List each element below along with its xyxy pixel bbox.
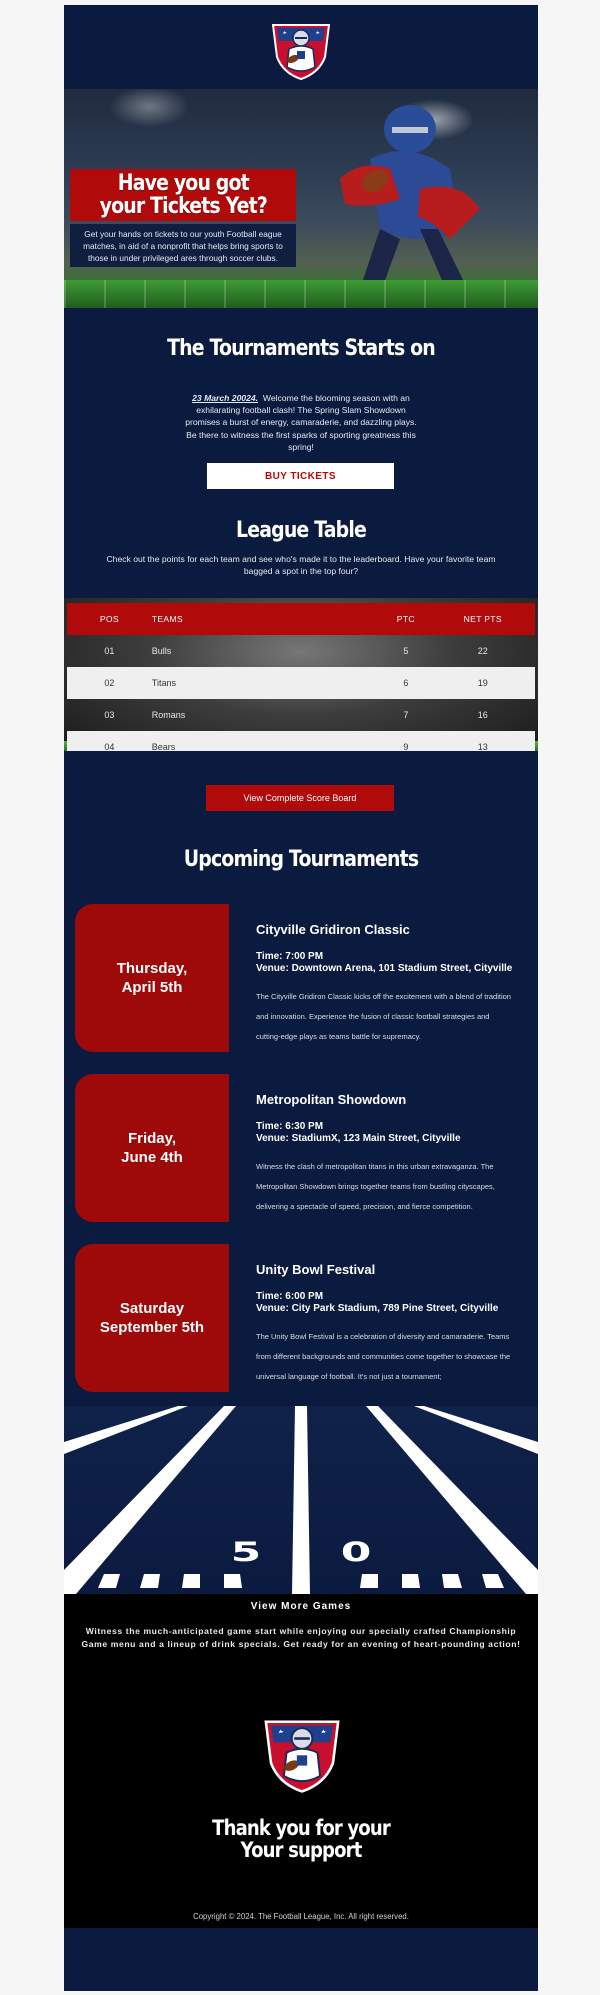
league-table xyxy=(67,603,535,751)
hero-banner xyxy=(64,89,538,308)
thank-you-line1: Thank you for your xyxy=(212,1816,390,1840)
event-time: Time: 7:00 PM xyxy=(256,951,324,962)
row-ptc: 5 xyxy=(403,646,409,656)
football-logo-icon xyxy=(260,1714,344,1794)
event-date: September 5th xyxy=(99,1319,205,1336)
row-ptc: 7 xyxy=(403,710,409,720)
event-date-card xyxy=(75,904,229,1052)
row-pos: 02 xyxy=(67,667,152,699)
header-ptc: PTC xyxy=(381,603,430,635)
email-container xyxy=(64,5,538,1991)
buy-tickets-button[interactable]: BUY TICKETS xyxy=(207,463,394,489)
field-turf xyxy=(64,280,538,308)
football-player-image xyxy=(300,89,500,308)
tournament-date: 23 March 20024. xyxy=(192,393,259,403)
event-date-card xyxy=(75,1244,229,1392)
event-day: Friday, xyxy=(127,1130,177,1147)
football-logo-icon[interactable] xyxy=(269,19,333,81)
upcoming-title: Upcoming Tournaments xyxy=(183,847,419,872)
tournament-description: Welcome the blooming season with an exhilarating football clash! The Spring Slam Showdown promises a burst of energy, camaraderie, and dazzling plays. Be there to witness the first sparks of sporting greatness this spring! xyxy=(185,393,417,452)
row-team: Romans xyxy=(151,710,186,720)
event-card xyxy=(64,1074,538,1224)
hero-title-line1: Have you got xyxy=(117,171,249,196)
event-date: June 4th xyxy=(121,1149,183,1166)
row-team: Bulls xyxy=(151,646,172,656)
copyright-text: Copyright © 2024. The Football League, Inc. All right reserved. xyxy=(193,1912,409,1921)
row-pos: 04 xyxy=(67,731,152,751)
field-banner xyxy=(64,1406,538,1594)
hero-title xyxy=(99,172,266,218)
table-row xyxy=(67,731,535,751)
header-teams: TEAMS xyxy=(152,603,381,635)
event-venue: Venue: City Park Stadium, 789 Pine Street, Cityville xyxy=(256,1303,499,1314)
event-venue: Venue: Downtown Arena, 101 Stadium Street, Cityville xyxy=(256,963,513,974)
event-name: Metropolitan Showdown xyxy=(256,1092,407,1107)
row-ptc: 9 xyxy=(381,731,430,751)
footer xyxy=(64,1594,538,1928)
table-row xyxy=(67,635,535,667)
event-day: Saturday xyxy=(119,1300,185,1317)
row-team: Titans xyxy=(152,667,381,699)
table-row xyxy=(67,667,535,699)
hero-title-box xyxy=(70,169,296,221)
event-name: Unity Bowl Festival xyxy=(256,1262,376,1277)
hero-title-line2: your Tickets Yet? xyxy=(99,194,267,219)
row-pos: 03 xyxy=(104,710,115,720)
row-net: 16 xyxy=(477,710,488,720)
hero-subtitle: Get your hands on tickets to our youth Football eague matches, in aid of a nonprofit that helps bring sports to those in under privileged ares through soccer clubs. xyxy=(70,224,296,267)
footer-description: Witness the much-anticipated game start while enjoying our specially crafted Championship Game menu and a lineup of drink specials. Get ready for an evening of heart-pounding action! xyxy=(81,1626,521,1649)
event-date: April 5th xyxy=(121,979,183,996)
thank-you-line2: Your support xyxy=(240,1838,362,1862)
header-pos: POS xyxy=(67,603,152,635)
tournament-body xyxy=(182,392,420,453)
view-more-games-link[interactable]: View More Games xyxy=(250,1601,352,1612)
thank-you-heading xyxy=(97,1817,505,1861)
row-team: Bears xyxy=(152,731,381,751)
row-ptc: 6 xyxy=(381,667,430,699)
table-header-row xyxy=(67,603,535,635)
header xyxy=(64,5,538,89)
league-table-container xyxy=(64,598,538,751)
tournament-title: The Tournaments Starts on xyxy=(167,336,435,361)
event-time: Time: 6:30 PM xyxy=(256,1121,324,1132)
league-title: League Table xyxy=(236,518,366,543)
yard-number-right: 0 xyxy=(340,1536,372,1568)
event-date-card xyxy=(75,1074,229,1222)
event-card xyxy=(64,904,538,1054)
event-card xyxy=(64,1244,538,1394)
row-pos: 01 xyxy=(104,646,115,656)
yard-line-graphic xyxy=(64,1406,538,1594)
row-net: 19 xyxy=(431,667,535,699)
row-net: 13 xyxy=(431,731,535,751)
header-net-pts: NET PTS xyxy=(431,603,535,635)
league-subtitle: Check out the points for each team and see who's made it to the leaderboard. Have your favorite team bagged a spot in the top four? xyxy=(106,554,496,577)
yard-number-left: 5 xyxy=(230,1536,262,1568)
event-time: Time: 6:00 PM xyxy=(256,1291,324,1302)
row-net: 22 xyxy=(477,646,488,656)
event-name: Cityville Gridiron Classic xyxy=(256,922,410,937)
event-day: Thursday, xyxy=(116,960,188,977)
event-venue: Venue: StadiumX, 123 Main Street, Cityville xyxy=(256,1133,461,1144)
table-row xyxy=(67,699,535,731)
view-scoreboard-button[interactable]: View Complete Score Board xyxy=(206,785,394,811)
event-description: The Unity Bowl Festival is a celebration of diversity and camaraderie. Teams from different backgrounds and communities come together to showcase the universal language of football. It's not just a tournament; xyxy=(256,1332,511,1381)
event-description: The Cityville Gridiron Classic kicks off the excitement with a blend of tradition and innovation. Experience the fusion of classic football strategies and cutting-edge plays as teams battle for supremacy. xyxy=(256,992,511,1041)
event-description: Witness the clash of metropolitan titans in this urban extravaganza. The Metropolitan Showdown brings together teams from bustling cityscapes, delivering a spectacle of speed, precision, and fierce competition. xyxy=(256,1162,495,1211)
